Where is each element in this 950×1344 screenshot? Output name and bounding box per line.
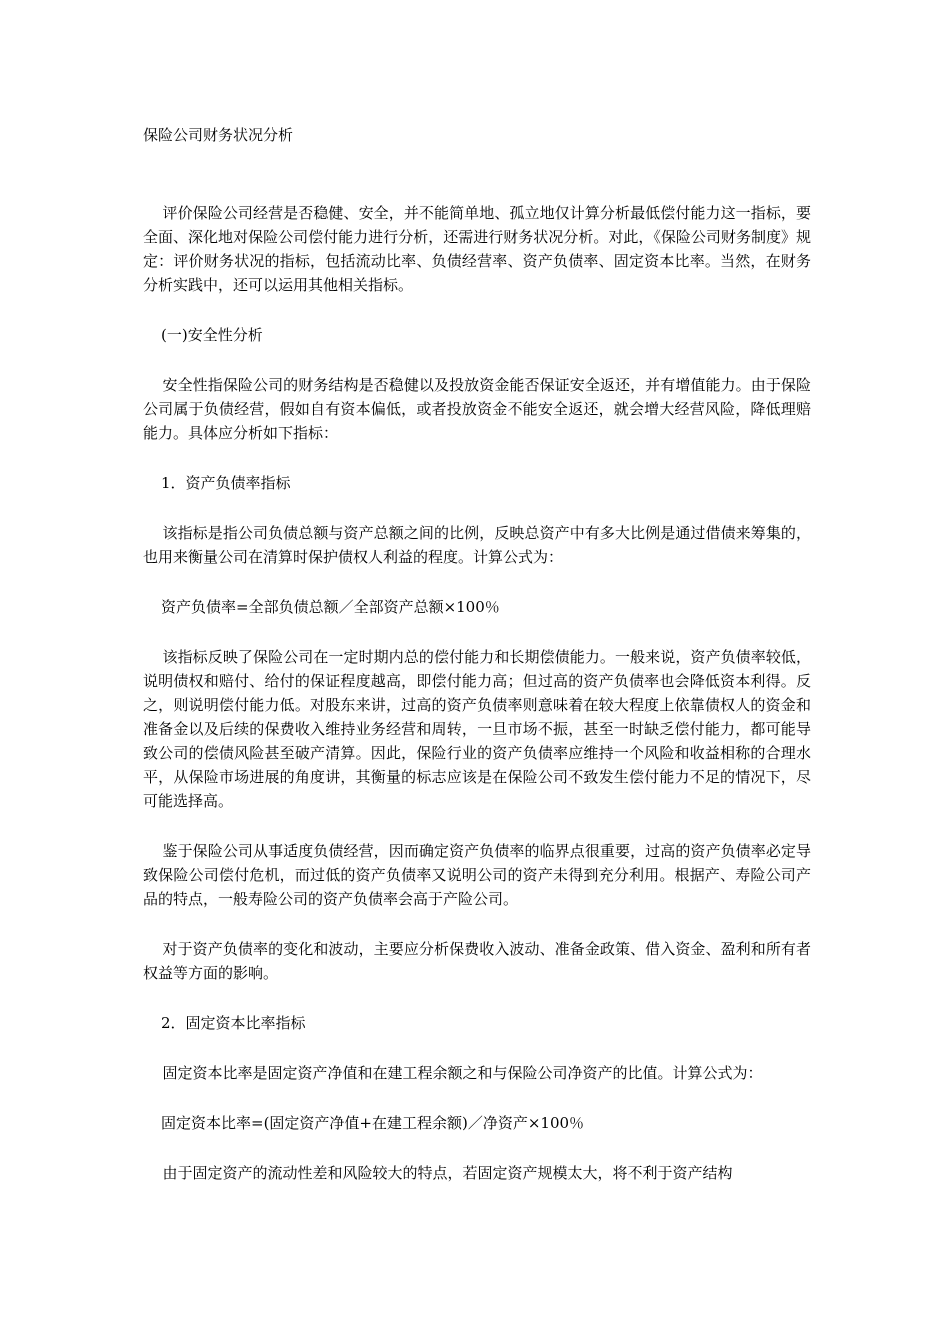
paragraph-debt-ratio-threshold: 鉴于保险公司从事适度负债经营，因而确定资产负债率的临界点很重要，过高的资产负债率必定导致保险公司偿付危机，而过低的资产负债率又说明公司的资产未得到充分利用。根据产、寿险公司产品的特点，一般寿险公司的资产负债率会高于产险公司。 <box>143 842 811 908</box>
paragraph-debt-ratio-fluctuation: 对于资产负债率的变化和波动，主要应分析保费收入波动、准备金政策、借入资金、盈利和所有者权益等方面的影响。 <box>143 940 811 982</box>
paragraph-intro: 评价保险公司经营是否稳健、安全，并不能简单地、孤立地仅计算分析最低偿付能力这一指标，要全面、深化地对保险公司偿付能力进行分析，还需进行财务状况分析。对此，《保险公司财务制度》规定：评价财务状况的指标，包括流动比率、负债经营率、资产负债率、固定资本比率。当然，在财务分析实践中，还可以运用其他相关指标。 <box>143 204 811 294</box>
formula-debt-ratio: 资产负债率=全部负债总额／全部资产总额×100％ <box>161 598 500 616</box>
paragraph-debt-ratio-analysis: 该指标反映了保险公司在一定时期内总的偿付能力和长期偿债能力。一般来说，资产负债率较低，说明债权和赔付、给付的保证程度越高，即偿付能力高；但过高的资产负债率也会降低资本利得。反之，则说明偿付能力低。对股东来讲，过高的资产负债率则意味着在较大程度上依靠债权人的资金和准备金以及后续的保费收入维持业务经营和周转，一旦市场不振，甚至一时缺乏偿付能力，都可能导致公司的偿债风险甚至破产清算。因此，保险行业的资产负债率应维持一个风险和收益相称的合理水平，从保险市场进展的角度讲，其衡量的标志应该是在保险公司不致发生偿付能力不足的情况下，尽可能选择高。 <box>143 648 811 810</box>
paragraph-debt-ratio-definition: 该指标是指公司负债总额与资产总额之间的比例，反映总资产中有多大比例是通过借债来筹集的，也用来衡量公司在清算时保护债权人利益的程度。计算公式为： <box>143 524 811 566</box>
document-body <box>143 123 811 1211</box>
paragraph-safety: 安全性指保险公司的财务结构是否稳健以及投放资金能否保证安全返还，并有增值能力。由于保险公司属于负债经营，假如自有资本偏低，或者投放资金不能安全返还，就会增大经营风险，降低理赔能力。具体应分析如下指标： <box>143 376 811 442</box>
formula-fixed-capital: 固定资本比率=(固定资产净值+在建工程余额)／净资产×100％ <box>161 1114 585 1132</box>
section-heading-safety: (一)安全性分析 <box>161 326 263 344</box>
paragraph-fixed-capital-analysis: 由于固定资产的流动性差和风险较大的特点，若固定资产规模太大，将不利于资产结构 <box>162 1164 733 1182</box>
paragraph-fixed-capital-definition: 固定资本比率是固定资产净值和在建工程余额之和与保险公司净资产的比值。计算公式为： <box>162 1064 763 1082</box>
subsection-heading-fixed-capital: 2．固定资本比率指标 <box>161 1014 306 1032</box>
document-title: 保险公司财务状况分析 <box>143 126 294 144</box>
subsection-heading-debt-ratio: 1．资产负债率指标 <box>161 474 291 492</box>
